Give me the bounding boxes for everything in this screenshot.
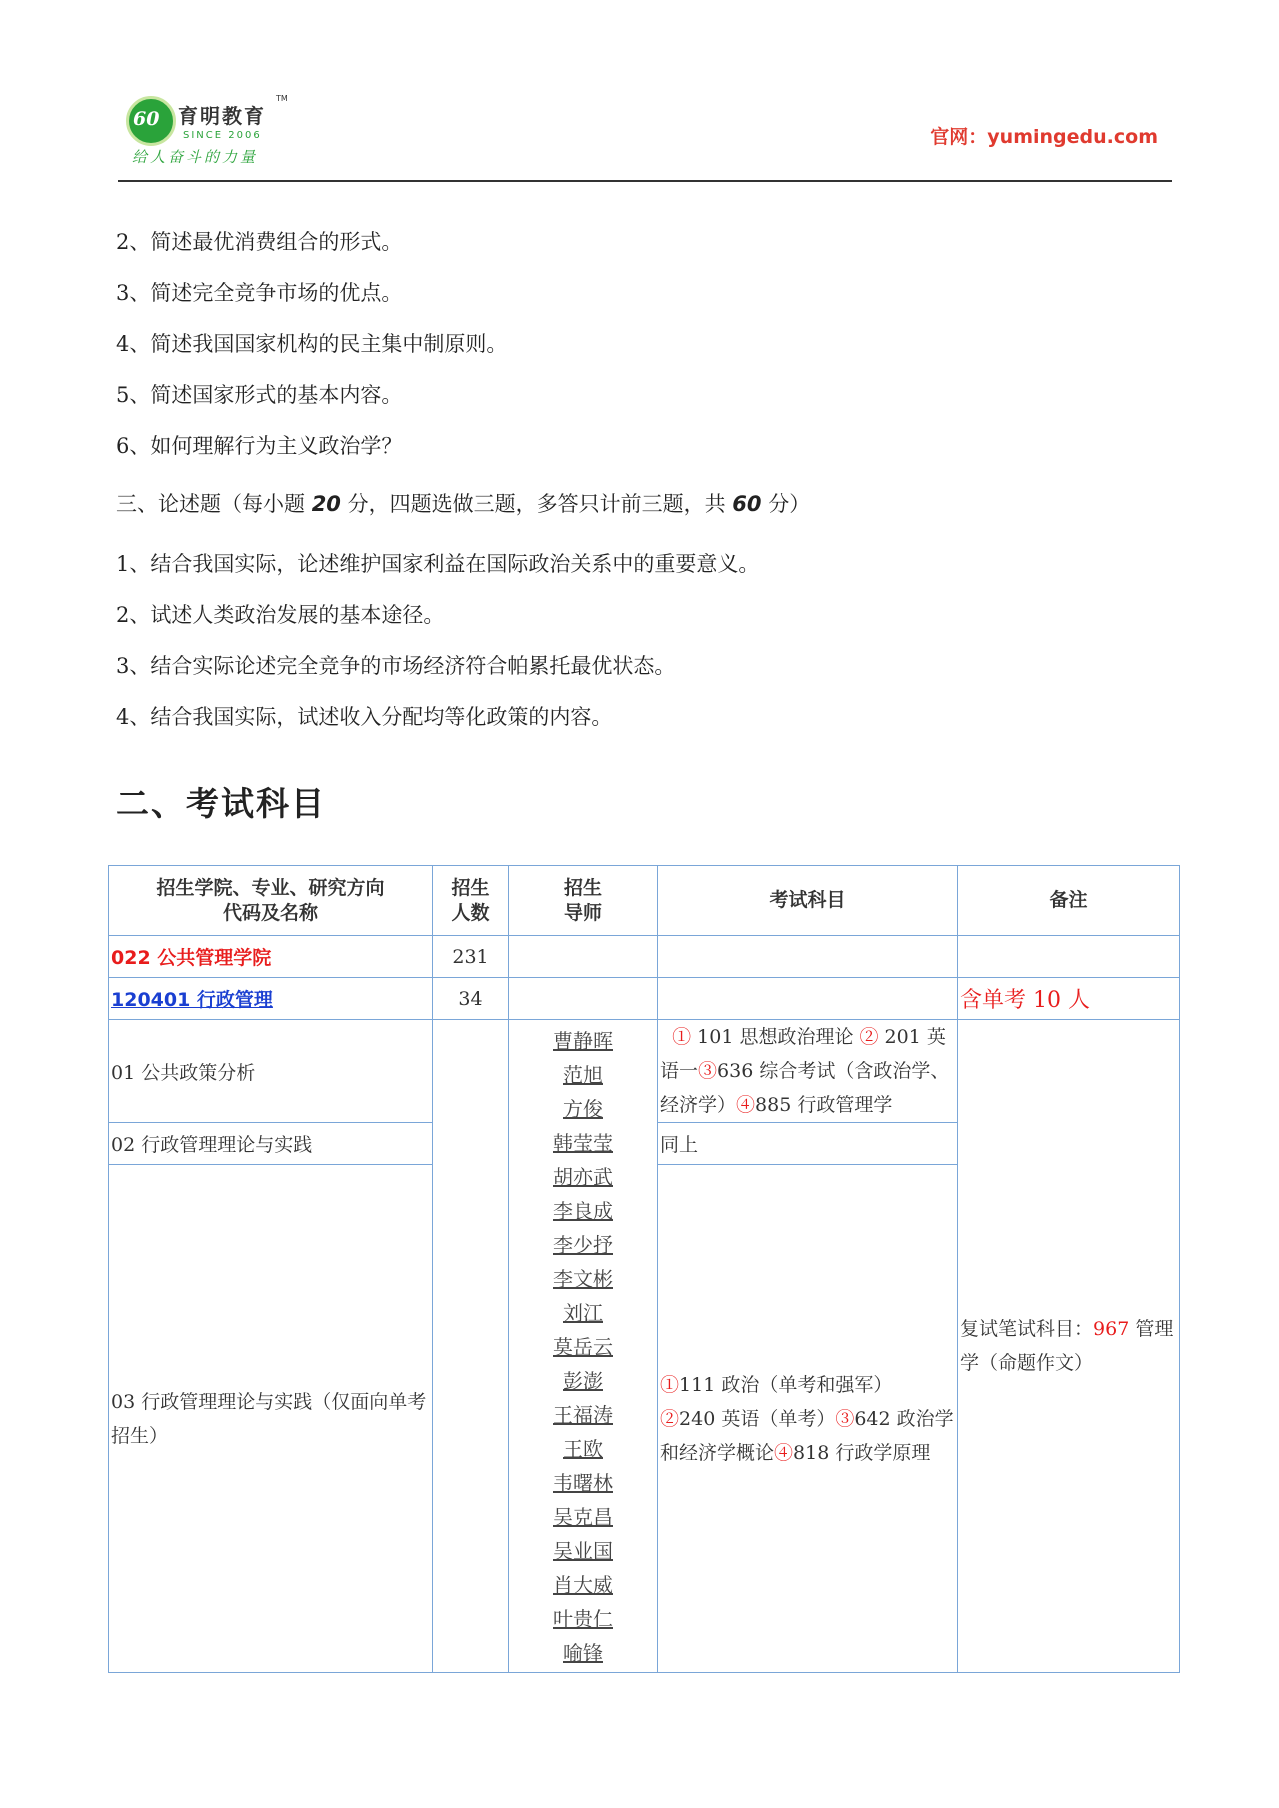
logo-badge-icon: 60: [126, 96, 176, 146]
question-short-2: 2、简述最优消费组合的形式。: [116, 230, 403, 254]
logo-name: 育明教育: [178, 104, 266, 128]
tutor-link[interactable]: 叶贵仁: [553, 1607, 613, 1631]
tutor-link[interactable]: 彭澎: [563, 1369, 603, 1393]
header-count: 招生 人数: [433, 866, 509, 936]
direction-02: 02 行政管理理论与实践: [109, 1123, 433, 1165]
question-short-4: 4、简述我国国家机构的民主集中制原则。: [116, 332, 508, 356]
tutor-link[interactable]: 刘江: [563, 1301, 603, 1325]
direction-01: 01 公共政策分析: [109, 1020, 433, 1123]
table-row: [109, 1020, 1180, 1123]
table-row: [109, 936, 1180, 978]
college-count: 231: [433, 936, 509, 978]
tutor-link[interactable]: 肖大威: [553, 1573, 613, 1597]
major-name: [109, 978, 433, 1020]
college-name: 022 公共管理学院: [109, 936, 433, 978]
tutor-link[interactable]: 胡亦武: [553, 1165, 613, 1189]
tutor-list: [509, 1020, 658, 1673]
major-count: 34: [433, 978, 509, 1020]
table-header-row: [109, 866, 1180, 936]
tutor-link[interactable]: 喻锋: [563, 1641, 603, 1665]
direction-03: 03 行政管理理论与实践（仅面向单考招生）: [109, 1165, 433, 1673]
subjects-01: ① 101 思想政治理论 ② 201 英语一③636 综合考试（含政治学、经济学）④885 行政管理学: [658, 1020, 958, 1123]
tutor-link[interactable]: 李文彬: [553, 1267, 613, 1291]
question-essay-1: 1、结合我国实际，论述维护国家利益在国际政治关系中的重要意义。: [116, 552, 760, 576]
table-row: [109, 978, 1180, 1020]
question-essay-3: 3、结合实际论述完全竞争的市场经济符合帕累托最优状态。: [116, 654, 676, 678]
major-link[interactable]: 120401 行政管理: [111, 989, 273, 1011]
logo-slogan: 给人奋斗的力量: [132, 148, 259, 166]
logo-tm: TM: [276, 94, 288, 103]
question-short-5: 5、简述国家形式的基本内容。: [116, 383, 403, 407]
header-notes: 备注: [958, 866, 1180, 936]
tutor-link[interactable]: 韦曙林: [553, 1471, 613, 1495]
section-title: 二、考试科目: [116, 784, 326, 823]
tutor-link[interactable]: 方俊: [563, 1097, 603, 1121]
question-short-6: 6、如何理解行为主义政治学？: [116, 434, 403, 458]
question-essay-4: 4、结合我国实际，试述收入分配均等化政策的内容。: [116, 705, 613, 729]
subjects-03: ①111 政治（单考和强军） ②240 英语（单考）③642 政治学和经济学概论④818 行政学原理: [658, 1165, 958, 1673]
logo-since: SINCE 2006: [183, 130, 262, 141]
subjects-02: 同上: [658, 1123, 958, 1165]
essay-header: 三、论述题（每小题 20 分，四题选做三题，多答只计前三题，共 60 分）: [116, 492, 811, 516]
site-url[interactable]: 官网：yumingedu.com: [930, 126, 1158, 148]
tutor-link[interactable]: 范旭: [563, 1063, 603, 1087]
tutor-link[interactable]: 李良成: [553, 1199, 613, 1223]
tutor-link[interactable]: 吴克昌: [553, 1505, 613, 1529]
tutor-link[interactable]: 韩莹莹: [553, 1131, 613, 1155]
tutor-link[interactable]: 吴业国: [553, 1539, 613, 1563]
header-subjects: 考试科目: [658, 866, 958, 936]
header-tutor: 招生 导师: [509, 866, 658, 936]
question-essay-2: 2、试述人类政治发展的基本途径。: [116, 603, 445, 627]
tutor-link[interactable]: 莫岳云: [553, 1335, 613, 1359]
tutor-link[interactable]: 王福涛: [553, 1403, 613, 1427]
tutor-link[interactable]: 李少抒: [553, 1233, 613, 1257]
retest-note: 复试笔试科目：967 管理学（命题作文）: [958, 1020, 1180, 1673]
exam-table: [108, 865, 1180, 1673]
major-note: 含单考 10 人: [958, 978, 1180, 1020]
tutor-link[interactable]: 曹静晖: [553, 1029, 613, 1053]
header-college: 招生学院、专业、研究方向 代码及名称: [109, 866, 433, 936]
question-short-3: 3、简述完全竞争市场的优点。: [116, 281, 403, 305]
logo: [126, 94, 326, 166]
page-header: [118, 88, 1172, 182]
tutor-link[interactable]: 王欧: [563, 1437, 603, 1461]
